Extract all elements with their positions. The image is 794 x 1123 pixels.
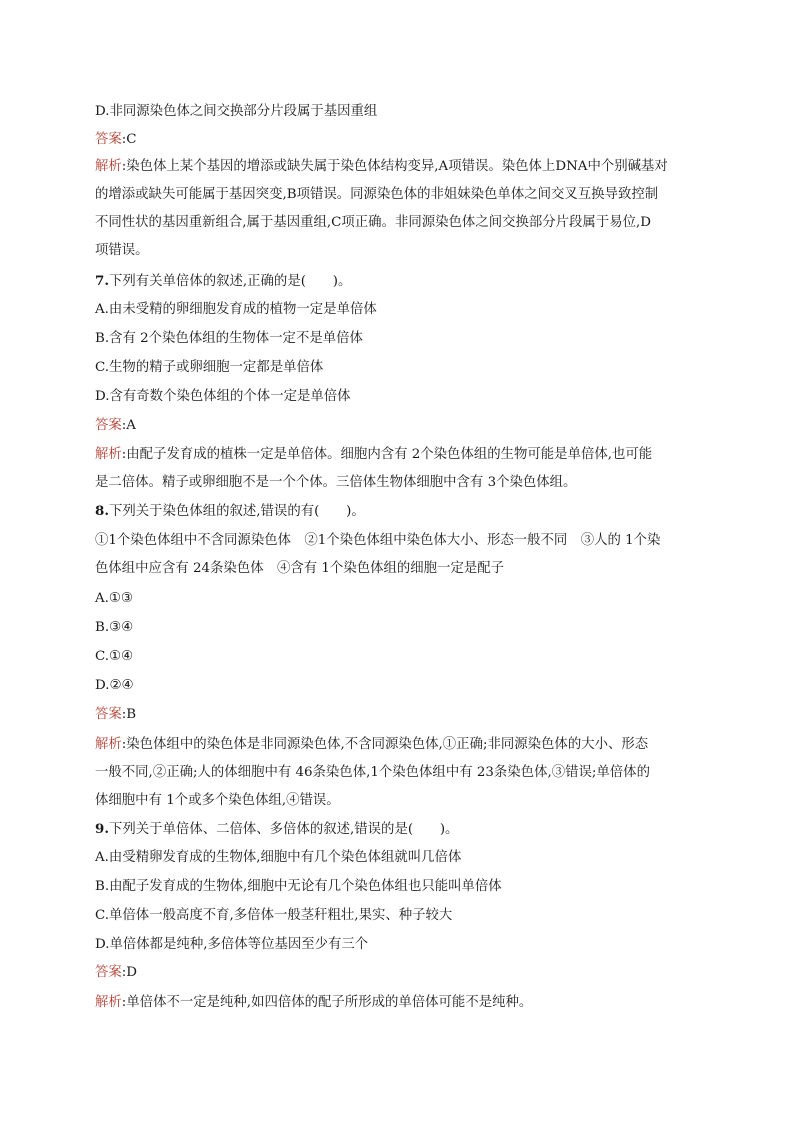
q7-analysis-line-2: 是二倍体。精子或卵细胞不是一个个体。三倍体生物体细胞中含有 3个染色体组。: [95, 475, 577, 490]
q8-analysis-line-1: 解析:染色体组中的染色体是非同源染色体,不含同源染色体,①正确;非同源染色体的大小、形态: [95, 737, 649, 752]
q8-statement-line-1: ①1个染色体组中不含同源染色体 ②1个染色体组中染色体大小、形态一般不同 ③人的 1个染: [95, 533, 661, 548]
q9-option-a: A.由受精卵发育成的生物体,细胞中有几个染色体组就叫几倍体: [95, 850, 462, 865]
q6-option-d: D.非同源染色体之间交换部分片段属于基因重组: [95, 104, 378, 119]
q9-option-d: D.单倍体都是纯种,多倍体等位基因至少有三个: [95, 937, 369, 952]
question-number: 8.: [95, 503, 109, 519]
answer-label: 答案: [95, 707, 122, 722]
q9-answer: [95, 964, 137, 982]
answer-value: :A: [121, 418, 136, 433]
q6-analysis-line-3: 不同性状的基因重新组合,属于基因重组,C项正确。非同源染色体之间交换部分片段属于易位,D: [95, 215, 651, 230]
answer-value: :B: [121, 707, 137, 722]
q7-analysis-line-1: 解析:由配子发育成的植株一定是单倍体。细胞内含有 2个染色体组的生物可能是单倍体,也可能: [95, 447, 653, 462]
analysis-label: 解析: [95, 995, 122, 1010]
q8-option-c: C.①④: [95, 649, 134, 664]
analysis-label: 解析: [95, 159, 122, 174]
q8-analysis-line-2: 一般不同,②正确;人的体细胞中有 46条染色体,1个染色体组中有 23条染色体,③错误;单倍体的: [95, 765, 650, 780]
q6-analysis-line-2: 的增添或缺失可能属于基因突变,B项错误。同源染色体的非姐妹染色单体之间交叉互换导致控制: [95, 187, 659, 202]
question-number: 7.: [95, 273, 109, 289]
q9-option-c: C.单倍体一般高度不育,多倍体一般茎秆粗壮,果实、种子较大: [95, 908, 453, 923]
q8-statement-line-2: 色体组中应含有 24条染色体 ④含有 1个染色体组的细胞一定是配子: [95, 561, 505, 576]
q9-analysis-line-1: 解析:单倍体不一定是纯种,如四倍体的配子所形成的单倍体可能不是纯种。: [95, 995, 533, 1010]
q7-option-c: C.生物的精子或卵细胞一定都是单倍体: [95, 360, 324, 375]
analysis-label: 解析: [95, 447, 122, 462]
q6-answer: [95, 131, 137, 149]
q9-stem: 9.下列关于单倍体、二倍体、多倍体的叙述,错误的是( )。: [95, 821, 459, 837]
q7-option-d: D.含有奇数个染色体组的个体一定是单倍体: [95, 389, 351, 404]
answer-value: :C: [121, 132, 137, 147]
answer-label: 答案: [95, 418, 122, 433]
q6-analysis-line-4: 项错误。: [95, 243, 149, 258]
q7-option-b: B.含有 2个染色体组的生物体一定不是单倍体: [95, 331, 363, 346]
q7-option-a: A.由未受精的卵细胞发育成的植物一定是单倍体: [95, 302, 377, 317]
q8-option-b: B.③④: [95, 620, 134, 635]
answer-value: :D: [121, 965, 138, 980]
q7-stem: 7.下列有关单倍体的叙述,正确的是( )。: [95, 273, 352, 289]
q8-option-a: A.①③: [95, 591, 133, 606]
q8-answer: [95, 706, 136, 724]
answer-label: 答案: [95, 132, 122, 147]
q7-answer: [95, 417, 136, 435]
q8-analysis-line-3: 体细胞中有 1个或多个染色体组,④错误。: [95, 793, 340, 808]
answer-label: 答案: [95, 965, 122, 980]
q8-stem: 8.下列关于染色体组的叙述,错误的有( )。: [95, 503, 365, 519]
analysis-label: 解析: [95, 737, 122, 752]
q8-option-d: D.②④: [95, 678, 134, 693]
q6-analysis-line-1: 解析:染色体上某个基因的增添或缺失属于染色体结构变异,A项错误。染色体上DNA中个别碱基对: [95, 159, 668, 174]
question-number: 9.: [95, 821, 109, 837]
q9-option-b: B.由配子发育成的生物体,细胞中无论有几个染色体组也只能叫单倍体: [95, 879, 502, 894]
